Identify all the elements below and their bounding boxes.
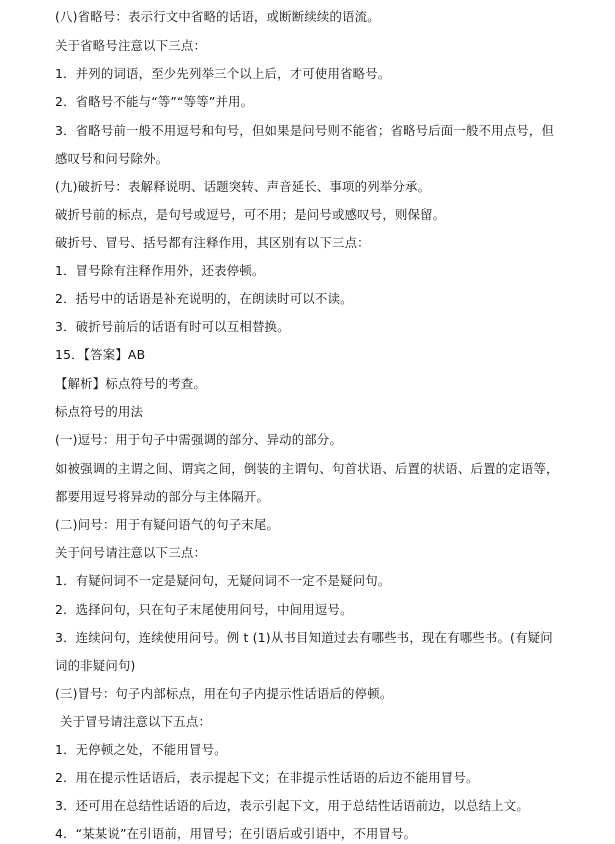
text-line: 破折号前的标点，是句号或逗号，可不用；是问号或感叹号，则保留。 <box>55 207 446 222</box>
text-line: 1．有疑问词不一定是疑问句，无疑问词不一定不是疑问句。 <box>55 573 391 588</box>
text-line: 词的非疑问句) <box>55 658 136 673</box>
text-line: 关于省略号注意以下三点： <box>55 38 207 53</box>
text-line: 2．括号中的话语是补充说明的，在朗读时可以不读。 <box>55 291 353 306</box>
text-line: 1．无停顿之处，不能用冒号。 <box>55 742 227 757</box>
text-line: 1．冒号除有注释作用外，还表停顿。 <box>55 263 265 278</box>
text-line: 关于问号请注意以下三点： <box>55 545 207 560</box>
text-line: 3．还可用在总结性话语的后边，表示引起下文，用于总结性话语前边，以总结上文。 <box>55 798 529 813</box>
text-line: 破折号、冒号、括号都有注释作用，其区别有以下三点： <box>55 235 370 250</box>
text-line: 3．破折号前后的话语有时可以互相替换。 <box>55 319 290 334</box>
text-line: 2．选择问句，只在句子末尾使用问号，中间用逗号。 <box>55 602 353 617</box>
text-line: (一)逗号：用于句子中需强调的部分、异动的部分。 <box>55 432 343 447</box>
text-line: (八)省略号：表示行文中省略的话语，或断断续续的语流。 <box>55 9 380 24</box>
text-line: (二)问号：用于有疑问语气的句子末尾。 <box>55 517 280 532</box>
text-line: 15．【答案】AB <box>55 347 146 362</box>
text-line: (九)破折号：表解释说明、话题突转、声音延长、事项的列举分承。 <box>55 179 431 194</box>
text-line: 4．“某某说”在引语前，用冒号；在引语后或引语中，不用冒号。 <box>55 826 417 841</box>
text-line: 关于冒号请注意以下五点： <box>60 714 212 729</box>
text-line: (三)冒号：句子内部标点，用在句子内提示性话语后的停顿。 <box>55 686 393 701</box>
text-line: 2．省略号不能与“等”“等等”并用。 <box>55 94 254 109</box>
text-line: 如被强调的主谓之间、谓宾之间，倒装的主谓句、句首状语、后置的状语、后置的定语等， <box>55 461 559 476</box>
text-line: 感叹号和问号除外。 <box>55 151 169 166</box>
text-line: 标点符号的用法 <box>55 404 144 419</box>
text-line: 都要用逗号将异动的部分与主体隔开。 <box>55 489 270 504</box>
text-line: 3．连续问句，连续使用问号。例 t (1)从书目知道过去有哪些书，现在有哪些书。(有疑问 <box>55 630 553 645</box>
text-line: 【解析】标点符号的考查。 <box>55 376 207 391</box>
text-line: 3．省略号前一般不用逗号和句号，但如果是问号则不能省；省略号后面一般不用点号，但 <box>55 123 555 138</box>
text-line: 1．并列的词语，至少先列举三个以上后，才可使用省略号。 <box>55 66 391 81</box>
text-line: 2．用在提示性话语后，表示提起下文；在非提示性话语的后边不能用冒号。 <box>55 770 479 785</box>
